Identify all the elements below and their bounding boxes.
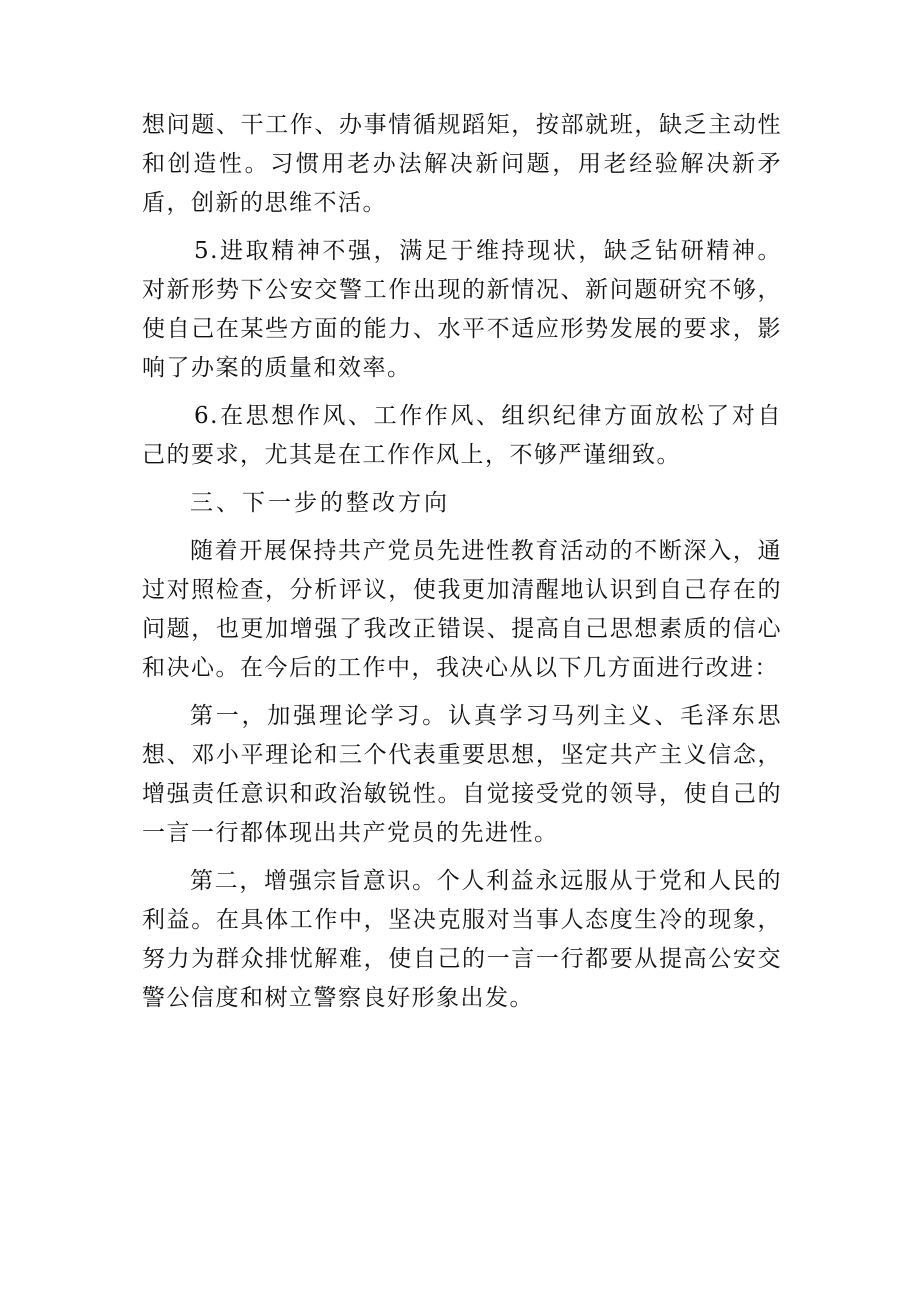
paragraph-first: 第一，加强理论学习。认真学习马列主义、毛泽东思想、邓小平理论和三个代表重要思想，坚定共产主义信念，增强责任意识和政治敏锐性。自觉接受党的领导，使自己的一言一行都体现出共产党员的先进性。: [142, 703, 782, 846]
section-heading: 三、下一步的整改方向: [190, 490, 450, 516]
paragraph-continuation: 想问题、干工作、办事情循规蹈矩，按部就班，缺乏主动性和创造性。习惯用老办法解决新问题，用老经验解决新矛盾，创新的思维不活。: [142, 112, 782, 216]
paragraph-item-5: 5.进取精神不强，满足于维持现状，缺乏钻研精神。对新形势下公安交警工作出现的新情况、新问题研究不够，使自己在某些方面的能力、水平不适应形势发展的要求，影响了办案的质量和效率。: [142, 238, 782, 381]
paragraph-item-6: 6.在思想作风、工作作风、组织纪律方面放松了对自己的要求，尤其是在工作作风上，不够严谨细致。: [142, 403, 782, 468]
paragraph-intro: 随着开展保持共产党员先进性教育活动的不断深入，通过对照检查，分析评议，使我更加清醒地认识到自己存在的问题，也更加增强了我改正错误、提高自己思想素质的信心和决心。在今后的工作中，我决心从以下几方面进行改进：: [142, 538, 782, 681]
paragraph-second: 第二，增强宗旨意识。个人利益永远服从于党和人民的利益。在具体工作中，坚决克服对当事人态度生冷的现象，努力为群众排忧解难，使自己的一言一行都要从提高公安交警公信度和树立警察良好形象出发。: [142, 868, 782, 1011]
document-body: [142, 106, 782, 1027]
